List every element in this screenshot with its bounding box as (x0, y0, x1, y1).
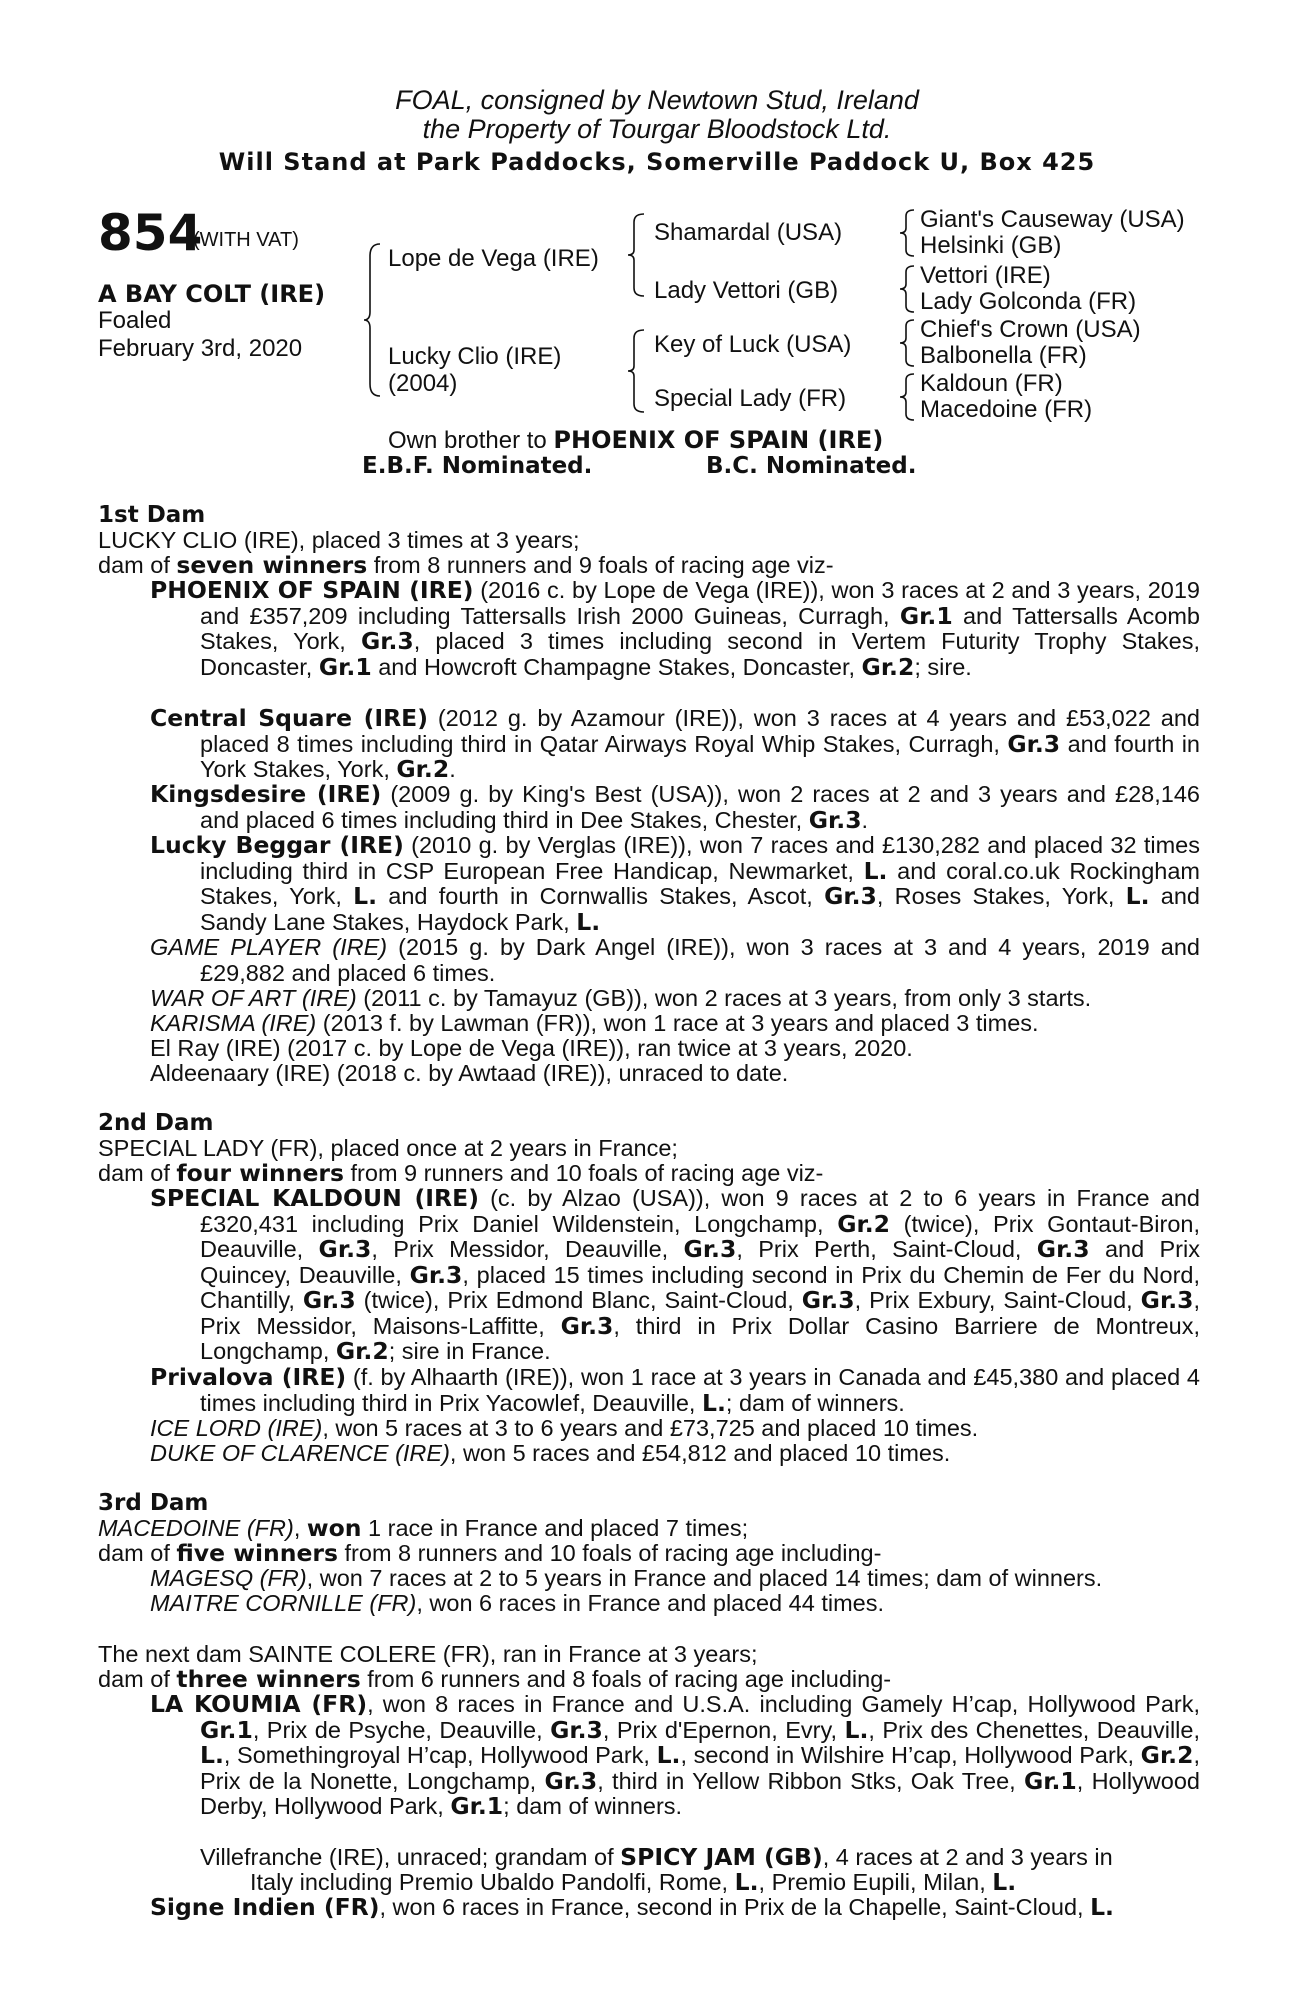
ancestor-6: Balbonella (FR) (920, 342, 1087, 369)
second-dam-line: SPECIAL LADY (FR), placed once at 2 years in France; (98, 1135, 678, 1161)
own-brother-name: PHOENIX OF SPAIN (IRE) (553, 426, 884, 454)
pedigree-brace-2 (626, 210, 650, 300)
pedigree-brace-1 (362, 240, 386, 400)
ancestor-3: Vettori (IRE) (920, 262, 1051, 289)
second-dam-title: 2nd Dam (98, 1110, 214, 1136)
produce-entry-maitre-cornille: MAITRE CORNILLE (FR), won 6 races in France and placed 44 times. (150, 1590, 884, 1616)
produce-entry-kingsdesire: Kingsdesire (IRE) (2009 g. by King's Best (USA)), won 2 races at 2 and 3 years and £28,146 and placed 6 times including third in Dee Stakes, Chester, Gr.3. (150, 780, 1200, 834)
sire-dam-name: Lady Vettori (GB) (654, 277, 839, 304)
produce-entry-villefranche-cont: Italy including Premio Ubaldo Pandolfi, Rome, L., Premio Eupili, Milan, L. (250, 1868, 1017, 1896)
first-dam-line: LUCKY CLIO (IRE), placed 3 times at 3 years; (98, 527, 580, 553)
pedigree-brace-5 (898, 262, 918, 316)
next-dam-produce-line: dam of three winners from 6 runners and 8 foals of racing age including- (98, 1665, 892, 1693)
third-dam-title: 3rd Dam (98, 1490, 209, 1516)
third-dam-produce-line: dam of five winners from 8 runners and 10 foals of racing age including- (98, 1539, 882, 1567)
second-dam-produce-line: dam of four winners from 9 runners and 10 foals of racing age viz- (98, 1159, 824, 1187)
vat-label: (WITH VAT) (193, 229, 299, 251)
produce-entry-signe-indien: Signe Indien (FR), won 6 races in France, second in Prix de la Chapelle, Saint-Cloud, L. (150, 1893, 1114, 1921)
dam-year: (2004) (388, 370, 458, 397)
own-brother-prefix: Own brother to (388, 427, 554, 454)
produce-entry-karisma: KARISMA (IRE) (2013 f. by Lawman (FR)), won 1 race at 3 years and placed 3 times. (150, 1010, 1039, 1036)
produce-entry-lucky-beggar: Lucky Beggar (IRE) (2010 g. by Verglas (IRE)), won 7 races and £130,282 and placed 32 times including third in CSP European Free Handicap, Newmarket, L. and coral.co.uk Rockingham Stakes, York, L. and fourth in Cornwallis Stakes, Ascot, Gr.3, Roses Stakes, York, L. and Sandy Lane Stakes, Haydock Park, L. (150, 831, 1201, 936)
produce-entry-privalova: Privalova (IRE) (f. by Alhaarth (IRE)), won 1 race at 3 years in Canada and £45,380 and placed 4 times including third in Prix Yacowlef, Deauville, L.; dam of winners. (150, 1363, 1200, 1417)
produce-entry-ice-lord: ICE LORD (IRE), won 5 races at 3 to 6 years and £73,725 and placed 10 times. (150, 1415, 979, 1441)
next-dam-line: The next dam SAINTE COLERE (FR), ran in France at 3 years; (98, 1641, 758, 1667)
produce-entry-game-player: GAME PLAYER (IRE) (2015 g. by Dark Angel (IRE)), won 3 races at 3 and 4 years, 2019 and £29,882 and placed 6 times. (150, 934, 1200, 986)
dam-dam-name: Special Lady (FR) (654, 385, 847, 412)
consignor-line: FOAL, consigned by Newtown Stud, Ireland (395, 85, 919, 115)
lot-number: 854 (98, 204, 203, 262)
own-brother-line (388, 426, 883, 455)
first-dam-title: 1st Dam (98, 502, 206, 528)
foaled-date: February 3rd, 2020 (98, 335, 303, 362)
produce-entry-villefranche: Villefranche (IRE), unraced; grandam of SPICY JAM (GB), 4 races at 2 and 3 years in (200, 1843, 1113, 1871)
sire-name: Lope de Vega (IRE) (388, 245, 599, 272)
ancestor-1: Giant's Causeway (USA) (920, 206, 1185, 233)
produce-entry-special-kaldoun: SPECIAL KALDOUN (IRE) (c. by Alzao (USA)), won 9 races at 2 to 6 years in France and £320,431 including Prix Daniel Wildenstein, Longchamp, Gr.2 (twice), Prix Gontaut-Biron, Deauville, Gr.3, Prix Messidor, Deauville, Gr.3, Prix Perth, Saint-Cloud, Gr.3 and Prix Quincey, Deauville, Gr.3, placed 15 times including second in Prix du Chemin de Fer du Nord, Chantilly, Gr.3 (twice), Prix Edmond Blanc, Saint-Cloud, Gr.3, Prix Exbury, Saint-Cloud, Gr.3, Prix Messidor, Maisons-Laffitte, Gr.3, third in Prix Dollar Casino Barriere de Montreux, Longchamp, Gr.2; sire in France. (150, 1184, 1201, 1365)
produce-entry-duke-of-clarence: DUKE OF CLARENCE (IRE), won 5 races and £54,812 and placed 10 times. (150, 1440, 951, 1466)
produce-entry-phoenix-of-spain: PHOENIX OF SPAIN (IRE) (2016 c. by Lope de Vega (IRE)), won 3 races at 2 and 3 years, 2019 and £357,209 including Tattersalls Irish 2000 Guineas, Curragh, Gr.1 and Tattersalls Acomb Stakes, York, Gr.3, placed 3 times including second in Vertem Futurity Trophy Stakes, Doncaster, Gr.1 and Howcroft Champagne Stakes, Doncaster, Gr.2; sire. (150, 576, 1201, 681)
ancestor-7: Kaldoun (FR) (920, 370, 1063, 397)
ancestor-4: Lady Golconda (FR) (920, 288, 1137, 315)
ancestor-2: Helsinki (GB) (920, 232, 1062, 259)
produce-entry-el-ray: El Ray (IRE) (2017 c. by Lope de Vega (IRE)), ran twice at 3 years, 2020. (150, 1035, 913, 1061)
produce-entry-magesq: MAGESQ (FR), won 7 races at 2 to 5 years in France and placed 14 times; dam of winners. (150, 1565, 1103, 1591)
bc-nominated: B.C. Nominated. (706, 453, 917, 479)
location-line: Will Stand at Park Paddocks, Somerville Paddock U, Box 425 (218, 148, 1096, 176)
ebf-nominated: E.B.F. Nominated. (362, 453, 593, 479)
first-dam-produce-line: dam of seven winners from 8 runners and 9 foals of racing age viz- (98, 551, 834, 579)
ancestor-5: Chief's Crown (USA) (920, 316, 1141, 343)
dam-sire-name: Key of Luck (USA) (654, 331, 852, 358)
foaled-label: Foaled (98, 307, 172, 334)
pedigree-brace-4 (898, 206, 918, 260)
produce-entry-central-square: Central Square (IRE) (2012 g. by Azamour (IRE)), won 3 races at 4 years and £53,022 and placed 8 times including third in Qatar Airways Royal Whip Stakes, Curragh, Gr.3 and fourth in York Stakes, York, Gr.2. (150, 704, 1200, 783)
ancestor-8: Macedoine (FR) (920, 396, 1093, 423)
property-line: the Property of Tourgar Bloodstock Ltd. (422, 114, 892, 144)
pedigree-brace-6 (898, 316, 918, 370)
dam-name: Lucky Clio (IRE) (388, 343, 562, 370)
produce-entry-war-of-art: WAR OF ART (IRE) (2011 c. by Tamayuz (GB)), won 2 races at 3 years, from only 3 starts. (150, 985, 1092, 1011)
produce-entry-aldeenaary: Aldeenaary (IRE) (2018 c. by Awtaad (IRE)), unraced to date. (150, 1060, 789, 1086)
pedigree-brace-7 (898, 370, 918, 424)
pedigree-brace-3 (626, 326, 650, 416)
third-dam-line: MACEDOINE (FR), won 1 race in France and placed 7 times; (98, 1514, 749, 1542)
sire-sire-name: Shamardal (USA) (654, 219, 843, 246)
produce-entry-la-koumia: LA KOUMIA (FR), won 8 races in France and U.S.A. including Gamely H’cap, Hollywood Park, Gr.1, Prix de Psyche, Deauville, Gr.3, Prix d'Epernon, Evry, L., Prix des Chenettes, Deauville, L., Somethingroyal H’cap, Hollywood Park, L., second in Wilshire H’cap, Hollywood Park, Gr.2, Prix de la Nonette, Longchamp, Gr.3, third in Yellow Ribbon Stks, Oak Tree, Gr.1, Hollywood Derby, Hollywood Park, Gr.1; dam of winners. (150, 1690, 1200, 1820)
lot-description: A BAY COLT (IRE) (98, 280, 326, 308)
